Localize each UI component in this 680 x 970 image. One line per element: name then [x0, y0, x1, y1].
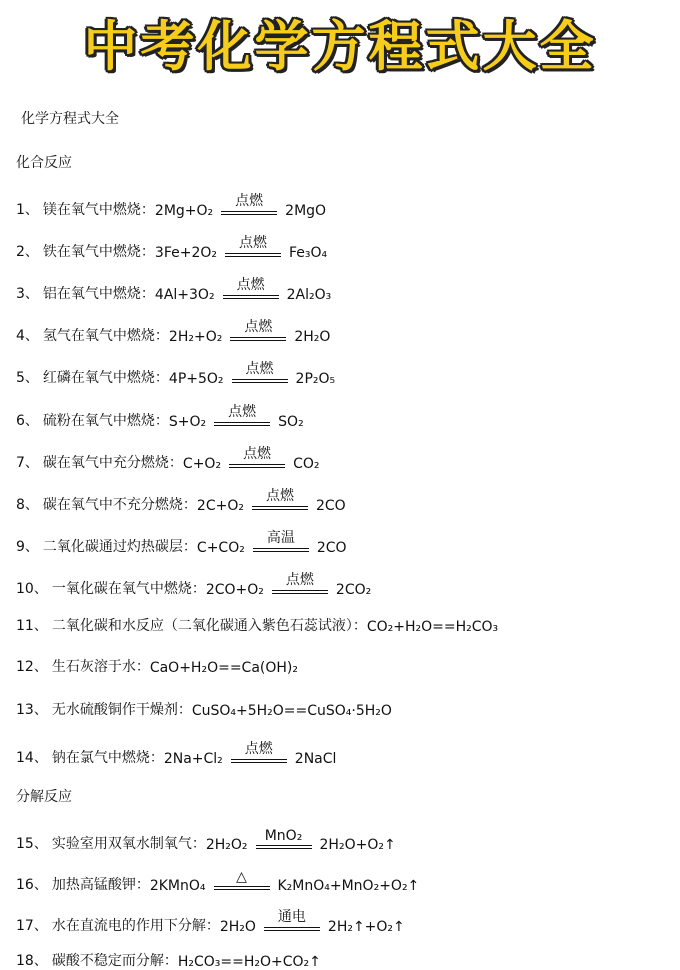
condition-label: 点燃	[243, 446, 272, 462]
reaction-name: 无水硫酸铜作干燥剂：	[51, 702, 192, 718]
products: 2H₂↑+O₂↑	[327, 919, 405, 935]
products: 2Al₂O₃	[286, 287, 332, 303]
reactants: C+O₂	[182, 456, 222, 472]
equation-line	[16, 699, 392, 719]
equals-bar-bottom	[223, 298, 279, 299]
reaction-name: 水在直流电的作用下分解：	[51, 918, 220, 934]
condition-label: 点燃	[245, 361, 274, 377]
equation-line	[16, 828, 396, 853]
equation-line	[16, 193, 327, 219]
reaction-name: 生石灰溶于水：	[51, 659, 150, 675]
condition-label: 点燃	[285, 572, 314, 588]
reactants: H₂CO₃==H₂O+CO₂↑	[177, 954, 321, 970]
equation-number: 11、	[16, 618, 48, 634]
products: SO₂	[278, 414, 304, 430]
equation-line	[16, 656, 298, 676]
reaction-name: 一氧化碳在氧气中燃烧：	[51, 581, 206, 597]
condition-label: △	[236, 869, 247, 885]
reactants: 2H₂O	[219, 919, 256, 935]
equals-bar-top	[214, 422, 270, 423]
condition-label: 点燃	[244, 741, 273, 757]
equation-number: 2、	[16, 244, 39, 260]
reaction-name: 铁在氧气中燃烧：	[42, 244, 155, 260]
equation-number: 18、	[16, 953, 48, 969]
equals-bar-bottom	[225, 256, 281, 257]
reactants: 2Na+Cl₂	[163, 751, 223, 767]
equation-number: 10、	[16, 581, 48, 597]
reaction-condition	[253, 530, 309, 556]
equals-bar-top	[229, 464, 285, 465]
reaction-name: 实验室用双氧水制氧气：	[51, 836, 206, 852]
equation-line	[16, 950, 321, 970]
reaction-name: 钠在氯气中燃烧：	[51, 750, 164, 766]
equals-bar-top	[264, 927, 320, 928]
reactants: 2CO+O₂	[205, 582, 264, 598]
reaction-name: 加热高锰酸钾：	[51, 877, 150, 893]
equals-bar-top	[214, 886, 270, 887]
reaction-name: 二氧化碳和水反应（二氧化碳通入紫色石蕊试液）：	[51, 618, 367, 634]
products: 2P₂O₅	[295, 371, 336, 387]
products: 2MgO	[285, 203, 327, 219]
equation-line	[16, 404, 304, 430]
equals-bar-top	[253, 548, 309, 549]
equals-bar-bottom	[272, 593, 328, 594]
equals-bar-bottom	[214, 889, 270, 890]
products: 2CO	[315, 498, 346, 514]
reactants: 2C+O₂	[196, 498, 244, 514]
reaction-name: 硫粉在氧气中燃烧：	[42, 413, 169, 429]
equation-number: 6、	[16, 413, 39, 429]
reactants: 2H₂+O₂	[168, 329, 223, 345]
reaction-condition	[272, 572, 328, 598]
reactants: C+CO₂	[196, 540, 245, 556]
reaction-name: 碳酸不稳定而分解：	[51, 953, 178, 969]
reactants: CO₂+H₂O==H₂CO₃	[366, 619, 499, 635]
equation-number: 8、	[16, 497, 39, 513]
reaction-name: 二氧化碳通过灼热碳层：	[42, 539, 197, 555]
equation-number: 5、	[16, 370, 39, 386]
condition-label: 点燃	[244, 319, 273, 335]
equals-bar-top	[225, 253, 281, 254]
subtitle: 化学方程式大全	[21, 111, 119, 127]
reaction-name: 红磷在氧气中燃烧：	[42, 370, 169, 386]
equals-bar-bottom	[231, 762, 287, 763]
equation-line	[16, 572, 372, 598]
equals-bar-top	[230, 337, 286, 338]
equation-number: 1、	[16, 202, 39, 218]
reaction-name: 碳在氧气中充分燃烧：	[42, 455, 183, 471]
condition-label: 点燃	[265, 488, 294, 504]
equals-bar-top	[232, 379, 288, 380]
equals-bar-bottom	[229, 467, 285, 468]
equation-line	[16, 277, 332, 303]
equation-number: 17、	[16, 918, 48, 934]
equation-line	[16, 869, 420, 894]
products: Fe₃O₄	[289, 245, 328, 261]
products: 2CO	[316, 540, 347, 556]
reaction-condition	[232, 361, 288, 387]
reaction-name: 镁在氧气中燃烧：	[42, 202, 155, 218]
section-heading-decomposition: 分解反应	[16, 789, 72, 805]
reaction-condition	[214, 404, 270, 430]
section-heading-combination: 化合反应	[16, 155, 72, 171]
page-title: 中考化学方程式大全	[83, 15, 597, 78]
equation-number: 7、	[16, 455, 39, 471]
reaction-condition	[214, 869, 270, 894]
equation-number: 14、	[16, 750, 48, 766]
reactants: 4P+5O₂	[168, 371, 224, 387]
equation-line	[16, 741, 337, 767]
equation-line	[16, 235, 328, 261]
condition-label: 通电	[277, 909, 306, 925]
equals-bar-bottom	[253, 551, 309, 552]
reaction-condition	[225, 235, 281, 261]
equation-number: 15、	[16, 836, 48, 852]
reactants: CaO+H₂O==Ca(OH)₂	[149, 660, 298, 676]
equation-number: 3、	[16, 286, 39, 302]
equals-bar-bottom	[252, 509, 308, 510]
reaction-condition	[223, 277, 279, 303]
equals-bar-bottom	[256, 848, 312, 849]
condition-label: MnO₂	[264, 828, 303, 844]
equation-line	[16, 319, 331, 345]
reactants: CuSO₄+5H₂O==CuSO₄·5H₂O	[191, 703, 392, 719]
equation-line	[16, 530, 347, 556]
condition-label: 点燃	[228, 404, 257, 420]
equals-bar-bottom	[232, 382, 288, 383]
products: 2CO₂	[335, 582, 372, 598]
reactants: 2KMnO₄	[149, 878, 206, 894]
equals-bar-top	[231, 759, 287, 760]
products: 2NaCl	[294, 751, 337, 767]
products: 2H₂O+O₂↑	[319, 837, 396, 853]
equals-bar-top	[272, 590, 328, 591]
equals-bar-bottom	[264, 930, 320, 931]
equation-number: 12、	[16, 659, 48, 675]
condition-label: 点燃	[239, 235, 267, 251]
equation-number: 13、	[16, 702, 48, 718]
reaction-condition	[264, 909, 320, 935]
equals-bar-bottom	[221, 214, 277, 215]
equation-line	[16, 615, 498, 635]
equals-bar-top	[256, 845, 312, 846]
equals-bar-top	[252, 506, 308, 507]
condition-label: 点燃	[236, 277, 265, 293]
reaction-name: 铝在氧气中燃烧：	[42, 286, 155, 302]
equals-bar-top	[223, 295, 279, 296]
reaction-condition	[221, 193, 277, 219]
reaction-condition	[256, 828, 312, 853]
equation-line	[16, 909, 405, 935]
equals-bar-bottom	[214, 425, 270, 426]
equation-line	[16, 361, 336, 387]
reactants: S+O₂	[168, 414, 207, 430]
equals-bar-top	[221, 211, 277, 212]
reaction-name: 氢气在氧气中燃烧：	[42, 328, 169, 344]
products: K₂MnO₄+MnO₂+O₂↑	[277, 878, 420, 894]
reaction-name: 碳在氧气中不充分燃烧：	[42, 497, 197, 513]
condition-label: 点燃	[235, 193, 264, 209]
reactants: 2H₂O₂	[205, 837, 248, 853]
products: CO₂	[293, 456, 320, 472]
products: 2H₂O	[294, 329, 331, 345]
reaction-condition	[229, 446, 285, 472]
equation-line	[16, 488, 346, 514]
equation-number: 4、	[16, 328, 39, 344]
condition-label: 高温	[266, 530, 295, 546]
equation-number: 16、	[16, 877, 48, 893]
reactants: 2Mg+O₂	[154, 203, 214, 219]
reactants: 4Al+3O₂	[154, 287, 215, 303]
reaction-condition	[252, 488, 308, 514]
equation-line	[16, 446, 320, 472]
reaction-condition	[230, 319, 286, 345]
reaction-condition	[231, 741, 287, 767]
equation-number: 9、	[16, 539, 39, 555]
reactants: 3Fe+2O₂	[154, 245, 217, 261]
equals-bar-bottom	[230, 340, 286, 341]
